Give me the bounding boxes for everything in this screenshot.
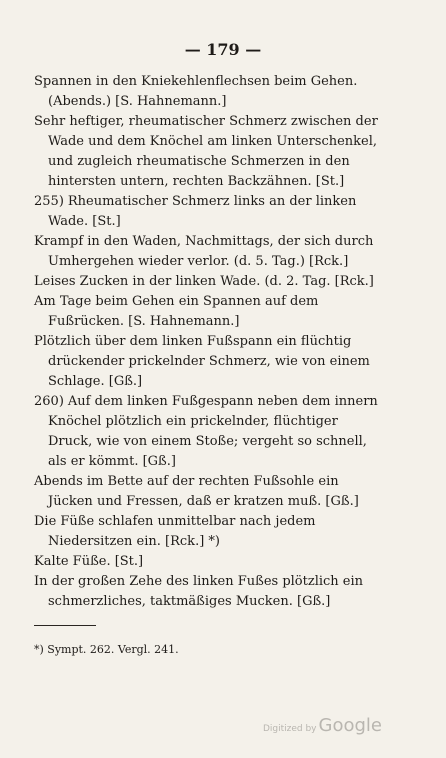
symptom-entry [30,332,378,392]
entry-text: Leises Zucken in der linken Wade. (d. 2. Tag. [Rck.] [34,274,374,289]
symptom-entry [30,232,378,272]
symptom-entry [30,472,378,512]
digitization-watermark [263,715,382,736]
entry-text: Rheumatischer Schmerz links an der linken Wade. [St.] [48,194,357,229]
symptom-list [30,72,378,612]
entry-text: Plötzlich über dem linken Fußspann ein flüchtig drückender prickelnder Schmerz, wie von einem Schlage. [Gß.] [34,334,370,389]
watermark-prefix: Digitized by [262,724,317,734]
symptom-entry [30,552,378,572]
entry-text: Krampf in den Waden, Nachmittags, der sich durch Umhergehen wieder verlor. (d. 5. Tag.) [Rck.] [34,234,374,269]
entry-text: Kalte Füße. [St.] [34,554,144,569]
symptom-entry [30,512,378,552]
symptom-entry [30,392,378,472]
entry-text: Abends im Bette auf der rechten Fußsohle ein Jücken und Fressen, daß er kratzen muß. [Gß.] [34,474,359,509]
entry-text: In der großen Zehe des linken Fußes plötzlich ein schmerzliches, taktmäßiges Mucken. [Gß.] [34,574,364,609]
entry-text: Am Tage beim Gehen ein Spannen auf dem Fußrücken. [S. Hahnemann.] [34,294,319,329]
footnote-rule [34,625,96,626]
google-logo: Google [318,715,382,736]
entry-text: Die Füße schlafen unmittelbar nach jedem Niedersitzen ein. [Rck.] *) [34,514,316,549]
entry-text: Auf dem linken Fußgespann neben dem innern Knöchel plötzlich ein prickelnder, flüchtiger Druck, wie von einem Stoße; vergeht so schnell, als er kömmt. [Gß.] [48,394,378,469]
symptom-entry [30,572,378,612]
entry-number: 260) [34,394,64,409]
symptom-entry [30,112,378,192]
entry-text: Sehr heftiger, rheumatischer Schmerz zwischen der Wade und dem Knöchel am linken Unterschenkel, und zugleich rheumatische Schmerzen in den hintersten untern, rechten Backzähnen. [St.] [34,114,378,189]
footnote: *) Sympt. 262. Vergl. 241. [34,643,179,656]
symptom-entry [30,192,378,232]
symptom-entry [30,72,378,112]
page-number: — 179 — [184,40,262,59]
symptom-entry [30,272,378,292]
symptom-entry [30,292,378,332]
entry-number: 255) [34,194,64,209]
entry-text: Spannen in den Kniekehlenflechsen beim Gehen. (Abends.) [S. Hahnemann.] [34,74,358,109]
